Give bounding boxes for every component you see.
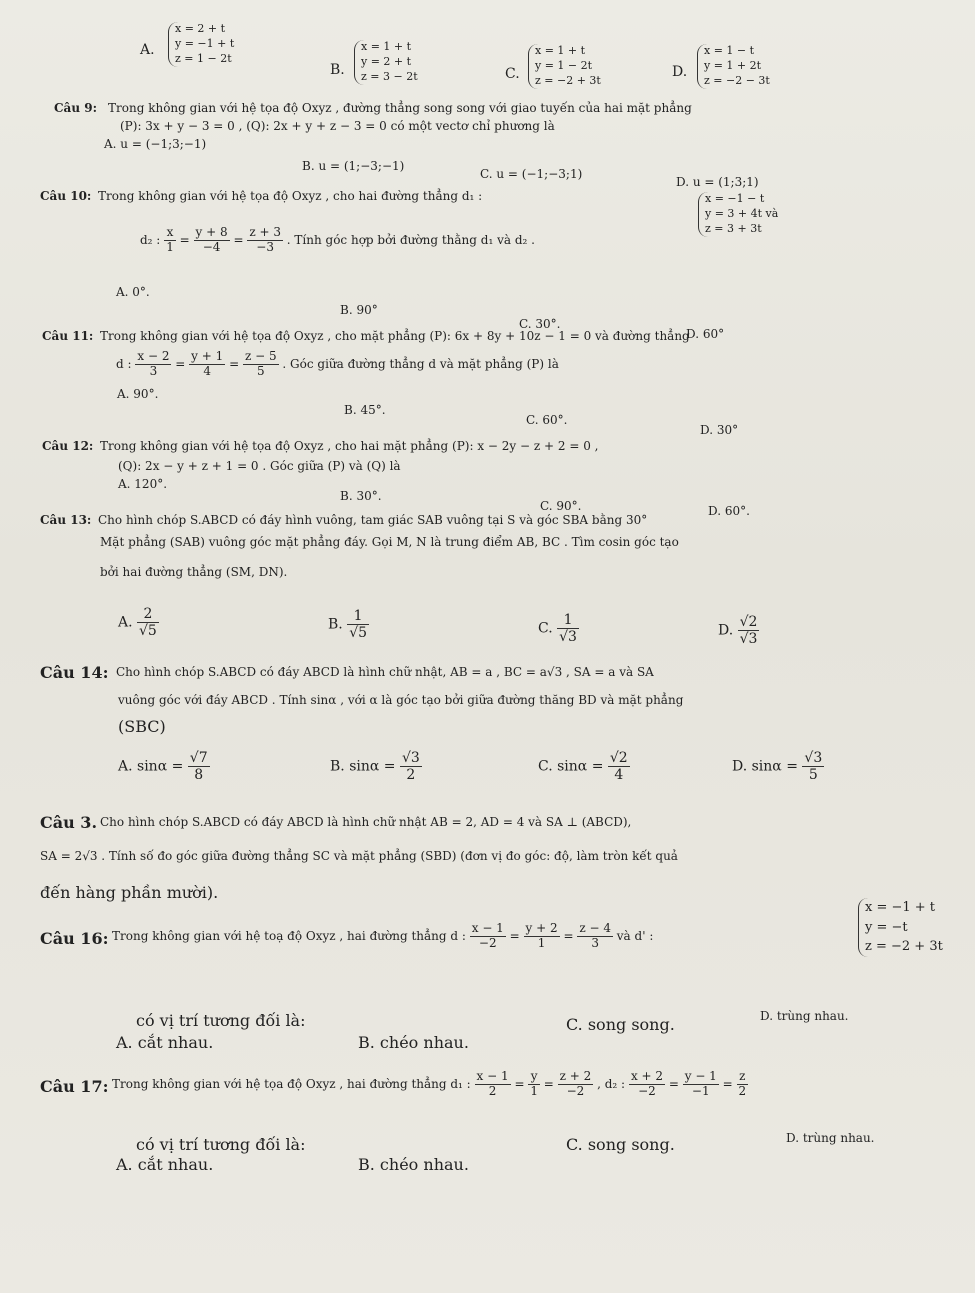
denominator: 5	[808, 767, 818, 783]
q10-text-2: . Tính góc hợp bởi đường thằng d₁ và d₂ .	[286, 232, 535, 247]
equation: z = −2 − 3t	[704, 73, 770, 87]
fraction	[528, 1070, 540, 1099]
numerator: y + 8	[195, 225, 228, 239]
q14-text-2: vuông góc với đáy ABCD . Tính sinα , với α là góc tạo bởi giữa đường thăng BD và mặt phẳng	[118, 693, 684, 707]
equation: z = 1 − 2t	[175, 51, 232, 65]
q16-title: Câu 16:	[40, 929, 109, 948]
q8-option-b-system	[354, 40, 418, 85]
fraction	[577, 922, 613, 951]
q17-option-c: C. song song.	[566, 1135, 675, 1154]
q10-option-b: B. 90°	[340, 303, 378, 317]
equation: z = 3 + 3t	[705, 221, 762, 235]
denominator: √3	[739, 631, 758, 647]
numerator: y + 2	[525, 921, 558, 935]
numerator: √2	[609, 750, 628, 766]
d2-prefix: d₂ :	[140, 232, 161, 247]
denominator: 1	[166, 239, 174, 254]
q13-title: Câu 13:	[40, 513, 92, 527]
equation: y = −t	[865, 919, 908, 935]
q16-mid-text: và d' :	[616, 928, 654, 943]
q8-option-b-label: B.	[330, 62, 345, 78]
equation: x = 1 − t	[704, 44, 755, 57]
option-label: C. sinα =	[538, 758, 604, 775]
q13-option-a	[118, 606, 159, 639]
q17-option-d: D. trùng nhau.	[786, 1131, 875, 1145]
equation: y = 1 + 2t	[704, 58, 762, 72]
q14-title: Câu 14:	[40, 663, 109, 682]
numerator: x	[164, 226, 176, 241]
q11-option-c: C. 60°.	[526, 413, 568, 427]
numerator: x + 2	[630, 1069, 664, 1083]
q16-option-c: C. song song.	[566, 1015, 675, 1034]
denominator: 2	[738, 1083, 747, 1098]
q11-title: Câu 11:	[42, 329, 94, 343]
fraction	[135, 350, 171, 379]
q8-option-a-system	[168, 22, 234, 67]
option-label: C.	[538, 620, 553, 637]
option-label: D.	[718, 622, 734, 639]
denominator: 1	[537, 935, 546, 950]
q3-text-3: đến hàng phần mười).	[40, 883, 219, 902]
fraction	[137, 606, 159, 639]
numerator: z + 2	[559, 1069, 592, 1083]
fraction	[188, 750, 210, 783]
fraction	[802, 750, 824, 783]
q10-option-d: D. 60°	[686, 327, 725, 341]
equation: z = −2 + 3t	[865, 939, 943, 954]
q12-option-a: A. 120°.	[118, 477, 168, 491]
denominator: 1	[530, 1083, 538, 1098]
q8-option-c-label: C.	[505, 66, 520, 82]
equation: z = −2 + 3t	[535, 73, 601, 87]
q9-text-1: Trong không gian với hệ tọa độ Oxyz , đường thẳng song song với giao tuyến của hai mặt phẳng	[108, 101, 692, 115]
denominator: −2	[478, 935, 497, 950]
q10-option-c: C. 30°.	[519, 317, 561, 331]
fraction	[683, 1070, 719, 1099]
q13-text-3: bởi hai đường thẳng (SM, DN).	[100, 565, 288, 579]
q14-option-b	[330, 750, 422, 783]
equation: y = −1 + t	[175, 36, 235, 50]
numerator: y	[528, 1070, 540, 1085]
denominator: 8	[194, 767, 204, 783]
numerator: √7	[189, 750, 208, 766]
q17-option-b: B. chéo nhau.	[358, 1155, 469, 1174]
q17-text-2: có vị trí tương đối là:	[136, 1135, 306, 1154]
equation: y = 1 − 2t	[535, 58, 593, 72]
q14-option-a	[118, 750, 210, 783]
d-prefix: d :	[116, 356, 132, 371]
q16-d-equation: Trong không gian với hệ toạ độ Oxyz , hai đường thẳng d : $\frac{x - 1}{-2}$ = $\frac{y + 2}{1}$ = $\frac{z - 4}{3}$ và d' :	[112, 921, 654, 950]
q14-option-c	[538, 750, 630, 783]
option-label: A.	[118, 614, 133, 631]
numerator: y − 1	[684, 1069, 717, 1083]
q9-option-a: A. u = (−1;3;−1)	[104, 137, 207, 151]
q9-option-d: D. u = (1;3;1)	[676, 175, 759, 189]
option-label: B.	[328, 616, 343, 633]
denominator: 2	[488, 1083, 497, 1098]
denominator: 2	[406, 767, 416, 783]
numerator: 1	[557, 612, 579, 629]
q3-text-1: Cho hình chóp S.ABCD có đáy ABCD là hình chữ nhật AB = 2, AD = 4 và SA ⊥ (ABCD),	[100, 815, 632, 829]
fraction	[524, 922, 560, 951]
q11-d-equation: d : $\frac{x - 2}{3}$ = $\frac{y + 1}{4}$ = $\frac{z - 5}{5}$ . Góc giữa đường thẳng d và mặt phẳng (P) là	[116, 349, 559, 378]
fraction	[247, 226, 283, 255]
fraction	[243, 350, 279, 379]
q8-option-d-system	[697, 44, 770, 89]
numerator: 2	[137, 606, 159, 623]
q17-text-1: Trong không gian với hệ tọa độ Oxyz , hai đường thẳng d₁ :	[112, 1076, 471, 1091]
numerator: z + 3	[249, 225, 281, 239]
fraction	[164, 226, 176, 255]
denominator: 4	[203, 363, 212, 378]
q10-title: Câu 10:	[40, 189, 92, 203]
numerator: z − 4	[579, 921, 611, 935]
equation: x = −1 − t	[705, 192, 765, 205]
q13-option-d	[718, 614, 759, 647]
q16-option-a: A. cắt nhau.	[116, 1033, 214, 1052]
denominator: −1	[691, 1083, 710, 1098]
q10-d1-system	[698, 192, 778, 237]
denominator: −2	[638, 1083, 656, 1098]
q14-text-3: (SBC)	[118, 717, 166, 736]
q9-text-2: (P): 3x + y − 3 = 0 , (Q): 2x + y + z − 3 = 0 có một vectơ chỉ phương là	[120, 119, 555, 133]
equation: x = −1 + t	[865, 900, 936, 915]
q11-option-b: B. 45°.	[344, 403, 386, 417]
denominator: √5	[349, 625, 368, 641]
q17-option-a: A. cắt nhau.	[116, 1155, 214, 1174]
q12-option-b: B. 30°.	[340, 489, 382, 503]
option-label: D. sinα =	[732, 758, 798, 775]
denominator: 5	[256, 363, 265, 378]
q16-option-b: B. chéo nhau.	[358, 1033, 469, 1052]
fraction	[347, 608, 369, 641]
equation: x = 2 + t	[175, 22, 226, 35]
fraction	[737, 1070, 749, 1099]
numerator: y + 1	[191, 349, 224, 363]
q11-text-2: . Góc giữa đường thẳng d và mặt phẳng (P) là	[282, 356, 559, 371]
q8-option-a-label: A.	[140, 42, 155, 58]
q9-option-b: B. u = (1;−3;−1)	[302, 159, 405, 173]
numerator: x − 1	[476, 1069, 509, 1083]
q11-option-d: D. 30°	[700, 423, 739, 437]
q14-text-1: Cho hình chóp S.ABCD có đáy ABCD là hình chữ nhật, AB = a , BC = a√3 , SA = a và SA	[116, 665, 654, 679]
denominator: 3	[591, 935, 599, 950]
numerator: 1	[347, 608, 369, 625]
denominator: 4	[614, 767, 624, 783]
q9-title: Câu 9:	[54, 101, 98, 115]
fraction	[558, 1070, 594, 1099]
fraction	[608, 750, 630, 783]
q17-mid-text: , d₂ :	[597, 1076, 626, 1091]
denominator: −3	[256, 239, 274, 254]
q11-text-1: Trong không gian với hệ tọa độ Oxyz , cho mặt phẳng (P): 6x + 8y + 10z − 1 = 0 và đường thẳng	[100, 329, 690, 343]
q12-option-d: D. 60°.	[708, 504, 750, 518]
equation: y = 3 + 4t và	[705, 206, 779, 220]
q12-text-1: Trong không gian với hệ tọa độ Oxyz , cho hai mặt phẳng (P): x − 2y − z + 2 = 0 ,	[100, 439, 599, 453]
q12-text-2: (Q): 2x − y + z + 1 = 0 . Góc giữa (P) và (Q) là	[118, 459, 401, 473]
q17-equations: Trong không gian với hệ tọa độ Oxyz , hai đường thẳng d₁ : $\frac{x - 1}{2}$ = $\frac{y}{1}$ = $\frac{z + 2}{-2}$ , d₂ : $\frac{x + 2}{-2}$ = $\frac{y - 1}{-1}$ = $\frac{z}{2}$	[112, 1069, 747, 1098]
q12-title: Câu 12:	[42, 439, 94, 453]
option-label: A. sinα =	[118, 758, 184, 775]
q16-text-2: có vị trí tương đối là:	[136, 1011, 306, 1030]
q10-text-1: Trong không gian với hệ tọa độ Oxyz , cho hai đường thẳng d₁ :	[98, 189, 483, 203]
fraction	[738, 614, 760, 647]
q16-option-d: D. trùng nhau.	[760, 1009, 849, 1023]
equation: x = 1 + t	[361, 40, 412, 53]
q17-title: Câu 17:	[40, 1077, 109, 1096]
fraction	[400, 750, 422, 783]
q8-option-d-label: D.	[672, 64, 688, 80]
q14-option-d	[732, 750, 824, 783]
denominator: −2	[566, 1083, 585, 1098]
fraction	[189, 350, 225, 379]
fraction	[557, 612, 579, 645]
q13-option-b	[328, 608, 369, 641]
q3-text-2: SA = 2√3 . Tính số đo góc giữa đường thẳng SC và mặt phẳng (SBD) (đơn vị đo góc: độ, làm tròn kết quả	[40, 849, 678, 863]
q16-text-1: Trong không gian với hệ toạ độ Oxyz , hai đường thẳng d :	[112, 928, 466, 943]
numerator: x − 1	[471, 921, 504, 935]
q12-option-c: C. 90°.	[540, 499, 582, 513]
q16-dprime-system	[858, 898, 943, 957]
fraction	[475, 1070, 511, 1099]
denominator: √3	[559, 629, 577, 645]
fraction	[470, 922, 506, 951]
q13-text-2: Mặt phẳng (SAB) vuông góc mặt phẳng đáy. Gọi M, N là trung điểm AB, BC . Tìm cosin góc tạo	[100, 535, 679, 549]
denominator: 3	[149, 363, 158, 378]
option-label: B. sinα =	[330, 758, 396, 775]
q9-option-c: C. u = (−1;−3;1)	[480, 167, 583, 181]
q11-option-a: A. 90°.	[117, 387, 159, 401]
q10-option-a: A. 0°.	[116, 285, 150, 299]
q13-text-1: Cho hình chóp S.ABCD có đáy hình vuông, tam giác SAB vuông tại S và góc SBA bằng 30°	[98, 513, 648, 527]
equation: z = 3 − 2t	[361, 69, 418, 83]
equation: y = 2 + t	[361, 54, 412, 68]
q3-title: Câu 3.	[40, 813, 98, 832]
numerator: x − 2	[137, 349, 170, 363]
equation: x = 1 + t	[535, 44, 586, 57]
denominator: √5	[139, 623, 157, 639]
q13-option-c	[538, 612, 579, 645]
numerator: √3	[804, 750, 823, 766]
numerator: √3	[401, 750, 420, 766]
numerator: z	[737, 1070, 749, 1085]
numerator: √2	[739, 614, 758, 630]
numerator: z − 5	[244, 349, 277, 363]
fraction	[629, 1070, 665, 1099]
fraction	[194, 226, 230, 255]
q10-d2-equation: d₂ : $\frac{x}{1}$ = $\frac{y + 8}{-4}$ = $\frac{z + 3}{-3}$ . Tính góc hợp bởi đường thằng d₁ và d₂ .	[140, 225, 535, 254]
q8-option-c-system	[528, 44, 601, 89]
denominator: −4	[202, 239, 221, 254]
